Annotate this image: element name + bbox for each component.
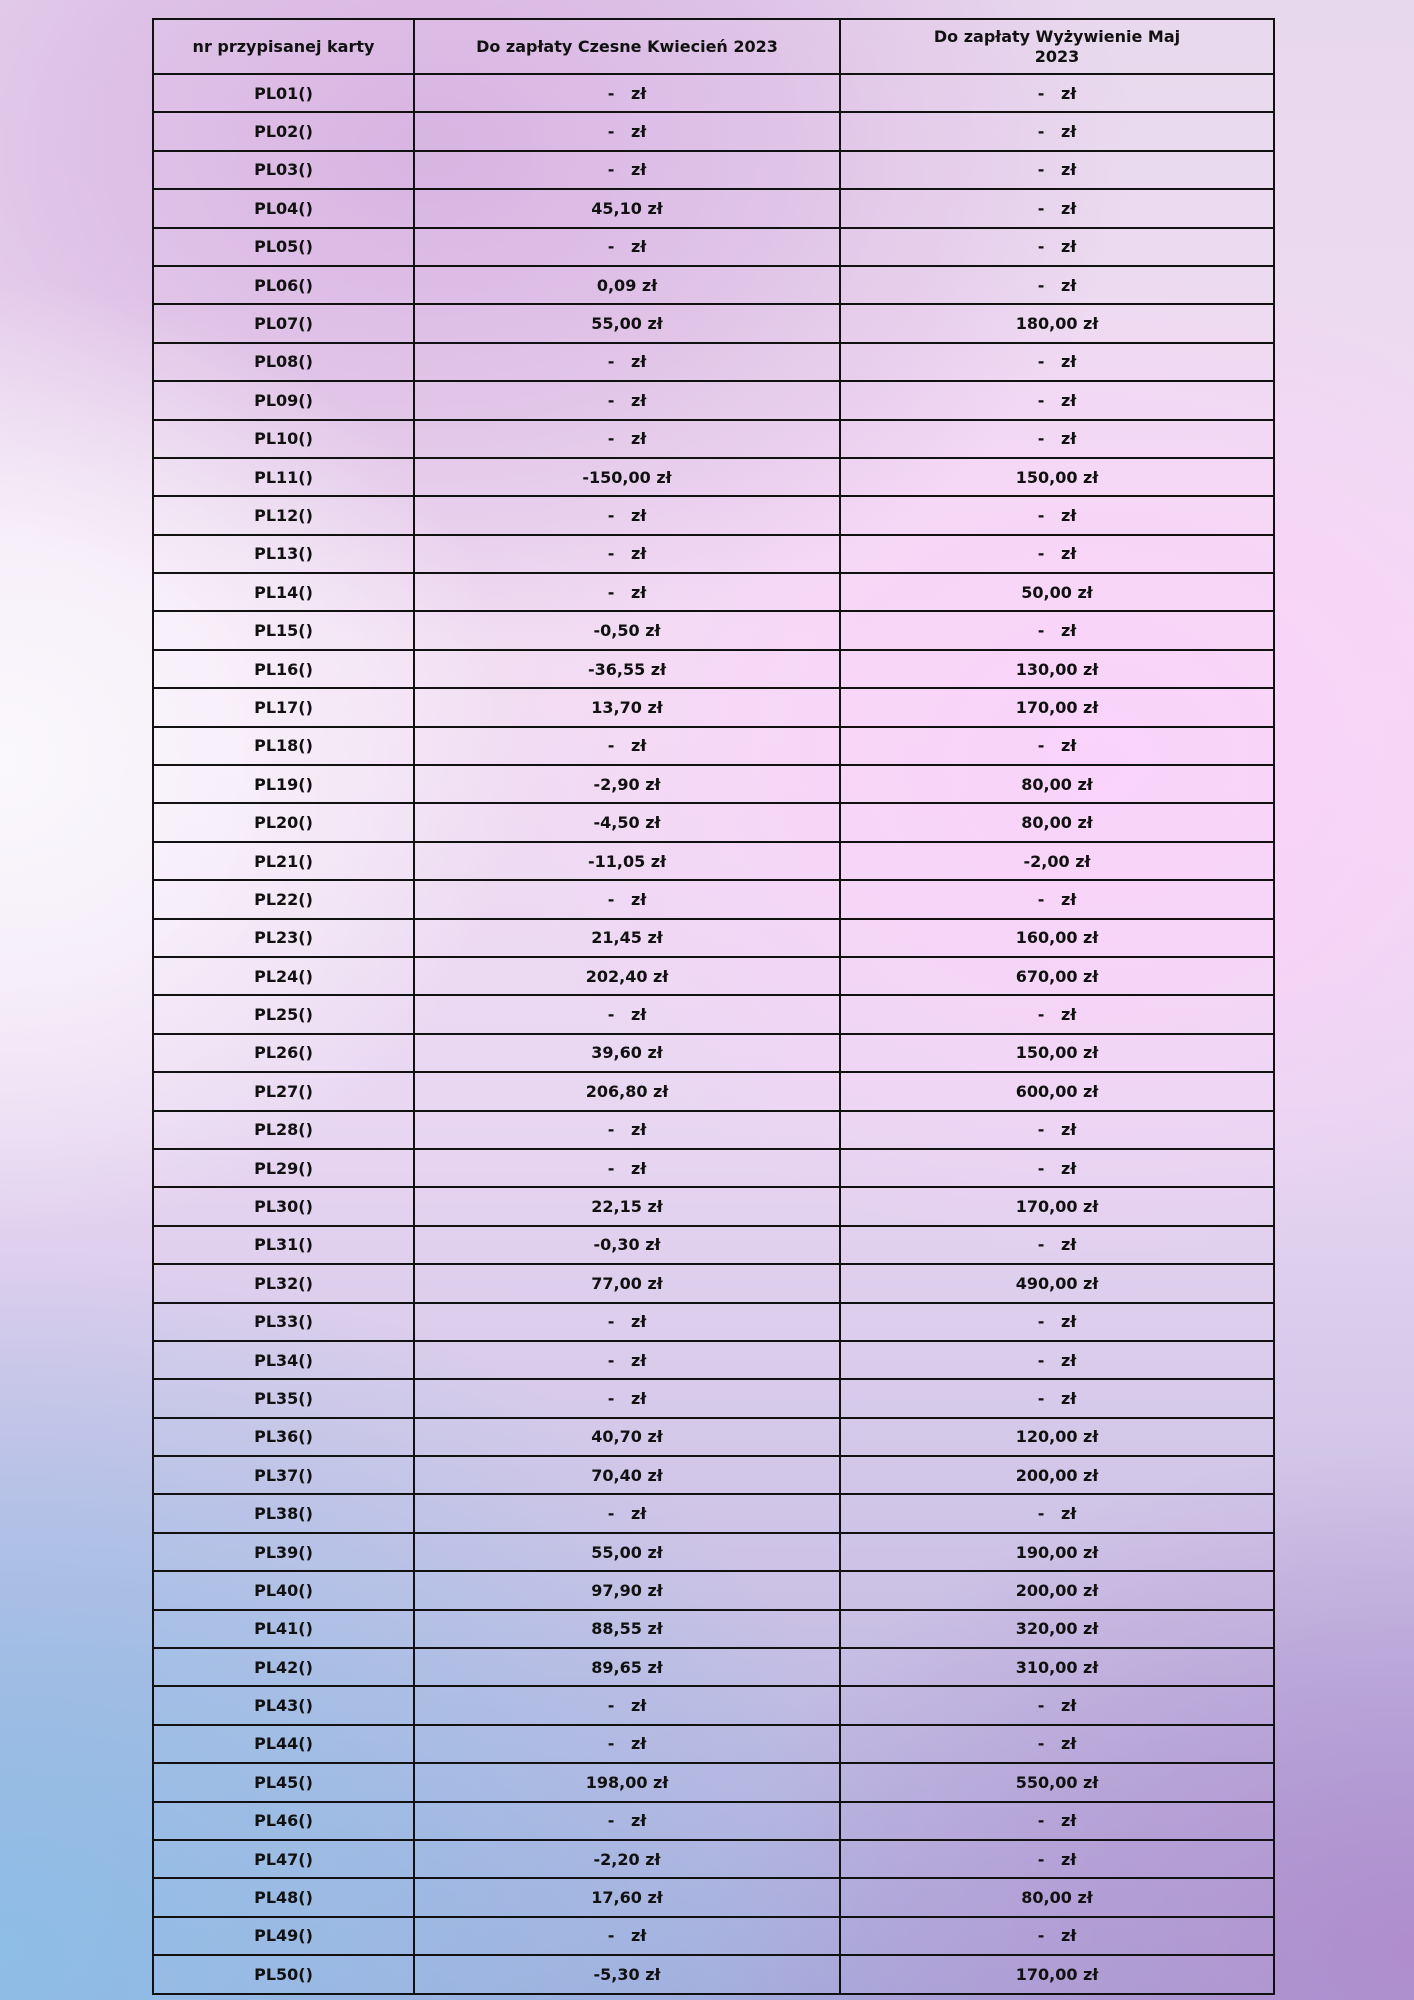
tuition-amount-cell: - zł xyxy=(414,573,840,611)
card-number-cell: PL01() xyxy=(153,74,414,112)
meals-amount-cell: 170,00 zł xyxy=(840,1187,1274,1225)
tuition-amount-cell: - zł xyxy=(414,381,840,419)
card-number-cell: PL43() xyxy=(153,1686,414,1724)
meals-amount-cell: 180,00 zł xyxy=(840,304,1274,342)
tuition-amount-cell: - zł xyxy=(414,995,840,1033)
header-card-number: nr przypisanej karty xyxy=(153,19,414,74)
meals-amount-cell: - zł xyxy=(840,1917,1274,1955)
card-number-cell: PL04() xyxy=(153,189,414,227)
meals-amount-cell: - zł xyxy=(840,381,1274,419)
table-row xyxy=(153,1686,1274,1724)
tuition-amount-cell: 55,00 zł xyxy=(414,304,840,342)
card-number-cell: PL49() xyxy=(153,1917,414,1955)
table-row xyxy=(153,1226,1274,1264)
card-number-cell: PL26() xyxy=(153,1034,414,1072)
meals-amount-cell: - zł xyxy=(840,1494,1274,1532)
tuition-amount-cell: 202,40 zł xyxy=(414,957,840,995)
table-row xyxy=(153,1034,1274,1072)
meals-amount-cell: 160,00 zł xyxy=(840,919,1274,957)
meals-amount-cell: - zł xyxy=(840,189,1274,227)
table-row xyxy=(153,957,1274,995)
tuition-amount-cell: - zł xyxy=(414,1341,840,1379)
card-number-cell: PL02() xyxy=(153,112,414,150)
table-row xyxy=(153,842,1274,880)
tuition-amount-cell: 206,80 zł xyxy=(414,1072,840,1110)
meals-amount-cell: - zł xyxy=(840,1341,1274,1379)
card-number-cell: PL27() xyxy=(153,1072,414,1110)
tuition-amount-cell: 22,15 zł xyxy=(414,1187,840,1225)
tuition-amount-cell: 55,00 zł xyxy=(414,1533,840,1571)
table-row xyxy=(153,995,1274,1033)
card-number-cell: PL34() xyxy=(153,1341,414,1379)
meals-amount-cell: - zł xyxy=(840,1802,1274,1840)
meals-amount-cell: 50,00 zł xyxy=(840,573,1274,611)
tuition-amount-cell: - zł xyxy=(414,112,840,150)
tuition-amount-cell: -0,30 zł xyxy=(414,1226,840,1264)
tuition-amount-cell: 45,10 zł xyxy=(414,189,840,227)
meals-amount-cell: -2,00 zł xyxy=(840,842,1274,880)
table-row xyxy=(153,727,1274,765)
card-number-cell: PL23() xyxy=(153,919,414,957)
table-row xyxy=(153,1955,1274,1993)
meals-amount-cell: - zł xyxy=(840,611,1274,649)
card-number-cell: PL11() xyxy=(153,458,414,496)
table-row xyxy=(153,1763,1274,1801)
card-number-cell: PL40() xyxy=(153,1571,414,1609)
tuition-amount-cell: - zł xyxy=(414,228,840,266)
meals-amount-cell: - zł xyxy=(840,535,1274,573)
card-number-cell: PL32() xyxy=(153,1264,414,1302)
table-row xyxy=(153,496,1274,534)
table-row xyxy=(153,1494,1274,1532)
card-number-cell: PL35() xyxy=(153,1379,414,1417)
tuition-amount-cell: -36,55 zł xyxy=(414,650,840,688)
table-row xyxy=(153,1802,1274,1840)
meals-amount-cell: 320,00 zł xyxy=(840,1610,1274,1648)
table-row xyxy=(153,151,1274,189)
table-row xyxy=(153,1648,1274,1686)
table-row xyxy=(153,880,1274,918)
card-number-cell: PL39() xyxy=(153,1533,414,1571)
tuition-amount-cell: 89,65 zł xyxy=(414,1648,840,1686)
card-number-cell: PL47() xyxy=(153,1840,414,1878)
header-meals-may-text: Do zapłaty Wyżywienie Maj 2023 xyxy=(933,26,1186,66)
meals-amount-cell: - zł xyxy=(840,496,1274,534)
table-row xyxy=(153,1725,1274,1763)
meals-amount-cell: - zł xyxy=(840,1840,1274,1878)
table-row xyxy=(153,1379,1274,1417)
tuition-amount-cell: 17,60 zł xyxy=(414,1878,840,1916)
card-number-cell: PL30() xyxy=(153,1187,414,1225)
card-number-cell: PL50() xyxy=(153,1955,414,1993)
card-number-cell: PL06() xyxy=(153,266,414,304)
meals-amount-cell: 150,00 zł xyxy=(840,1034,1274,1072)
card-number-cell: PL48() xyxy=(153,1878,414,1916)
tuition-amount-cell: - zł xyxy=(414,1725,840,1763)
meals-amount-cell: - zł xyxy=(840,1111,1274,1149)
tuition-amount-cell: - zł xyxy=(414,343,840,381)
table-row xyxy=(153,343,1274,381)
card-number-cell: PL08() xyxy=(153,343,414,381)
card-number-cell: PL19() xyxy=(153,765,414,803)
card-number-cell: PL41() xyxy=(153,1610,414,1648)
tuition-amount-cell: 21,45 zł xyxy=(414,919,840,957)
tuition-amount-cell: - zł xyxy=(414,420,840,458)
meals-amount-cell: - zł xyxy=(840,1149,1274,1187)
tuition-amount-cell: -11,05 zł xyxy=(414,842,840,880)
table-row xyxy=(153,1878,1274,1916)
card-number-cell: PL28() xyxy=(153,1111,414,1149)
meals-amount-cell: 670,00 zł xyxy=(840,957,1274,995)
meals-amount-cell: 310,00 zł xyxy=(840,1648,1274,1686)
card-number-cell: PL21() xyxy=(153,842,414,880)
meals-amount-cell: 550,00 zł xyxy=(840,1763,1274,1801)
tuition-amount-cell: 13,70 zł xyxy=(414,688,840,726)
meals-amount-cell: - zł xyxy=(840,420,1274,458)
table-row xyxy=(153,189,1274,227)
table-row xyxy=(153,266,1274,304)
table-row xyxy=(153,1418,1274,1456)
tuition-amount-cell: - zł xyxy=(414,74,840,112)
card-number-cell: PL12() xyxy=(153,496,414,534)
tuition-amount-cell: - zł xyxy=(414,1494,840,1532)
table-row xyxy=(153,1571,1274,1609)
card-number-cell: PL44() xyxy=(153,1725,414,1763)
tuition-amount-cell: -5,30 zł xyxy=(414,1955,840,1993)
meals-amount-cell: 190,00 zł xyxy=(840,1533,1274,1571)
meals-amount-cell: 130,00 zł xyxy=(840,650,1274,688)
header-meals-may xyxy=(840,19,1274,74)
table-row xyxy=(153,1303,1274,1341)
header-row xyxy=(153,19,1274,74)
meals-amount-cell: - zł xyxy=(840,1226,1274,1264)
payments-table xyxy=(152,18,1275,1995)
tuition-amount-cell: - zł xyxy=(414,1111,840,1149)
card-number-cell: PL45() xyxy=(153,1763,414,1801)
table-row xyxy=(153,1840,1274,1878)
tuition-amount-cell: -2,20 zł xyxy=(414,1840,840,1878)
meals-amount-cell: - zł xyxy=(840,995,1274,1033)
card-number-cell: PL05() xyxy=(153,228,414,266)
table-row xyxy=(153,919,1274,957)
table-row xyxy=(153,228,1274,266)
tuition-amount-cell: 70,40 zł xyxy=(414,1456,840,1494)
card-number-cell: PL09() xyxy=(153,381,414,419)
tuition-amount-cell: -0,50 zł xyxy=(414,611,840,649)
tuition-amount-cell: 198,00 zł xyxy=(414,1763,840,1801)
meals-amount-cell: - zł xyxy=(840,228,1274,266)
card-number-cell: PL18() xyxy=(153,727,414,765)
tuition-amount-cell: - zł xyxy=(414,1379,840,1417)
meals-amount-cell: - zł xyxy=(840,74,1274,112)
table-row xyxy=(153,112,1274,150)
card-number-cell: PL15() xyxy=(153,611,414,649)
meals-amount-cell: - zł xyxy=(840,112,1274,150)
tuition-amount-cell: - zł xyxy=(414,1917,840,1955)
meals-amount-cell: 80,00 zł xyxy=(840,1878,1274,1916)
table-row xyxy=(153,1111,1274,1149)
card-number-cell: PL07() xyxy=(153,304,414,342)
meals-amount-cell: - zł xyxy=(840,1303,1274,1341)
meals-amount-cell: - zł xyxy=(840,151,1274,189)
card-number-cell: PL22() xyxy=(153,880,414,918)
meals-amount-cell: 170,00 zł xyxy=(840,688,1274,726)
tuition-amount-cell: - zł xyxy=(414,727,840,765)
meals-amount-cell: 490,00 zł xyxy=(840,1264,1274,1302)
card-number-cell: PL31() xyxy=(153,1226,414,1264)
tuition-amount-cell: - zł xyxy=(414,151,840,189)
card-number-cell: PL14() xyxy=(153,573,414,611)
card-number-cell: PL16() xyxy=(153,650,414,688)
table-row xyxy=(153,765,1274,803)
meals-amount-cell: 80,00 zł xyxy=(840,765,1274,803)
meals-amount-cell: - zł xyxy=(840,1686,1274,1724)
card-number-cell: PL42() xyxy=(153,1648,414,1686)
table-row xyxy=(153,1610,1274,1648)
meals-amount-cell: 170,00 zł xyxy=(840,1955,1274,1993)
tuition-amount-cell: -4,50 zł xyxy=(414,803,840,841)
table-row xyxy=(153,650,1274,688)
meals-amount-cell: - zł xyxy=(840,727,1274,765)
card-number-cell: PL10() xyxy=(153,420,414,458)
card-number-cell: PL20() xyxy=(153,803,414,841)
tuition-amount-cell: - zł xyxy=(414,1686,840,1724)
tuition-amount-cell: 97,90 zł xyxy=(414,1571,840,1609)
table-row xyxy=(153,803,1274,841)
card-number-cell: PL17() xyxy=(153,688,414,726)
tuition-amount-cell: - zł xyxy=(414,535,840,573)
table-row xyxy=(153,1456,1274,1494)
table-row xyxy=(153,535,1274,573)
card-number-cell: PL46() xyxy=(153,1802,414,1840)
table-row xyxy=(153,1187,1274,1225)
card-number-cell: PL25() xyxy=(153,995,414,1033)
tuition-amount-cell: 39,60 zł xyxy=(414,1034,840,1072)
table-row xyxy=(153,1072,1274,1110)
meals-amount-cell: - zł xyxy=(840,1725,1274,1763)
card-number-cell: PL36() xyxy=(153,1418,414,1456)
meals-amount-cell: 120,00 zł xyxy=(840,1418,1274,1456)
tuition-amount-cell: -2,90 zł xyxy=(414,765,840,803)
table-row xyxy=(153,74,1274,112)
meals-amount-cell: 200,00 zł xyxy=(840,1456,1274,1494)
tuition-amount-cell: - zł xyxy=(414,1303,840,1341)
card-number-cell: PL37() xyxy=(153,1456,414,1494)
tuition-amount-cell: - zł xyxy=(414,1149,840,1187)
card-number-cell: PL03() xyxy=(153,151,414,189)
table-row xyxy=(153,381,1274,419)
card-number-cell: PL33() xyxy=(153,1303,414,1341)
header-tuition-april: Do zapłaty Czesne Kwiecień 2023 xyxy=(414,19,840,74)
meals-amount-cell: - zł xyxy=(840,880,1274,918)
tuition-amount-cell: 77,00 zł xyxy=(414,1264,840,1302)
meals-amount-cell: 80,00 zł xyxy=(840,803,1274,841)
table-row xyxy=(153,1264,1274,1302)
meals-amount-cell: 150,00 zł xyxy=(840,458,1274,496)
tuition-amount-cell: - zł xyxy=(414,880,840,918)
tuition-amount-cell: - zł xyxy=(414,1802,840,1840)
meals-amount-cell: 200,00 zł xyxy=(840,1571,1274,1609)
table-row xyxy=(153,1341,1274,1379)
card-number-cell: PL29() xyxy=(153,1149,414,1187)
table-row xyxy=(153,611,1274,649)
tuition-amount-cell: 88,55 zł xyxy=(414,1610,840,1648)
tuition-amount-cell: - zł xyxy=(414,496,840,534)
meals-amount-cell: 600,00 zł xyxy=(840,1072,1274,1110)
table-row xyxy=(153,573,1274,611)
table-row xyxy=(153,688,1274,726)
card-number-cell: PL38() xyxy=(153,1494,414,1532)
table-row xyxy=(153,1149,1274,1187)
meals-amount-cell: - zł xyxy=(840,1379,1274,1417)
card-number-cell: PL24() xyxy=(153,957,414,995)
table-row xyxy=(153,420,1274,458)
tuition-amount-cell: -150,00 zł xyxy=(414,458,840,496)
table-row xyxy=(153,458,1274,496)
tuition-amount-cell: 0,09 zł xyxy=(414,266,840,304)
table-row xyxy=(153,1917,1274,1955)
meals-amount-cell: - zł xyxy=(840,343,1274,381)
table-body xyxy=(153,74,1274,1994)
table-row xyxy=(153,1533,1274,1571)
table-row xyxy=(153,304,1274,342)
card-number-cell: PL13() xyxy=(153,535,414,573)
meals-amount-cell: - zł xyxy=(840,266,1274,304)
tuition-amount-cell: 40,70 zł xyxy=(414,1418,840,1456)
